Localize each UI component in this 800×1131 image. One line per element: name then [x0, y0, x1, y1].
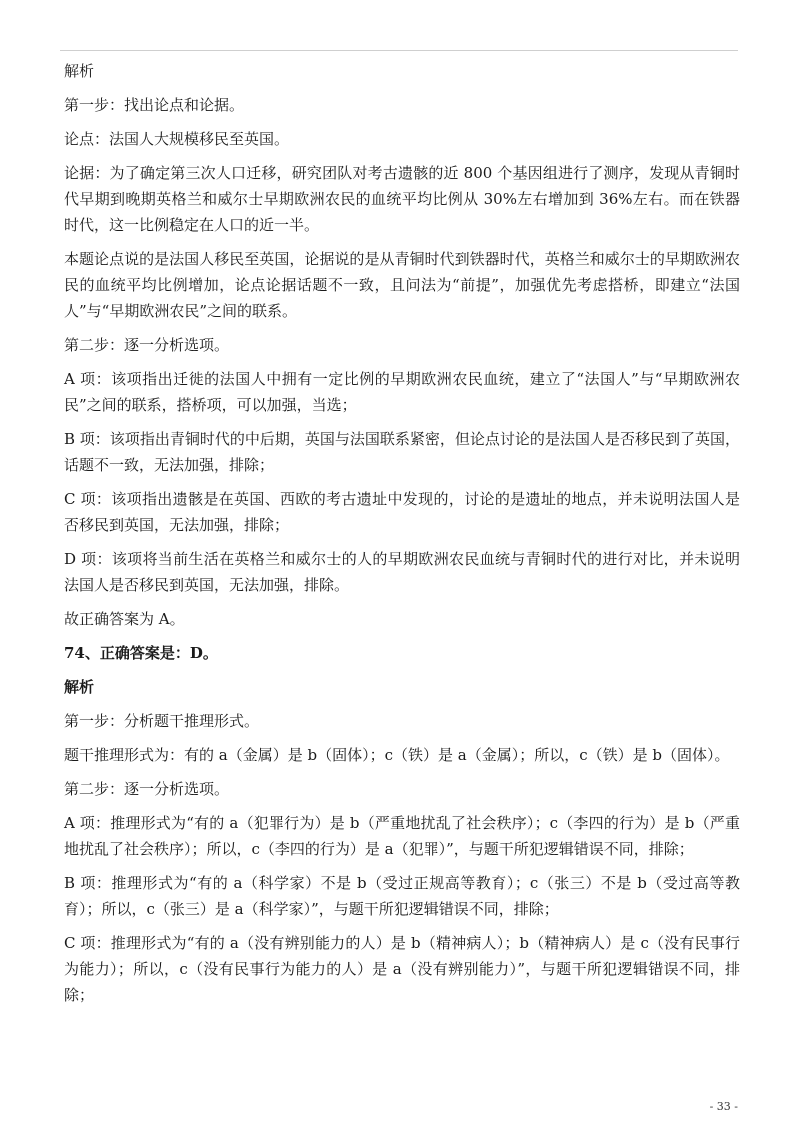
paragraph: 论据：为了确定第三次人口迁移，研究团队对考古遗骸的近 800 个基因组进行了测序，发现从青铜时代早期到晚期英格兰和威尔士早期欧洲农民的血统平均比例从 30%左右增加到 36%左右。而在铁器时代，这一比例稳定在人口的近一半。	[64, 164, 740, 234]
paragraph: 第一步：分析题干推理形式。	[64, 712, 260, 730]
paragraph: 故正确答案为 A。	[64, 610, 185, 628]
section-heading: 74、正确答案是：D。	[64, 644, 218, 662]
paragraph: 解析	[64, 62, 95, 80]
document-body	[64, 58, 740, 1016]
paragraph: 第一步：找出论点和论据。	[64, 96, 245, 114]
paragraph: 第二步：逐一分析选项。	[64, 780, 230, 798]
header-rule	[60, 50, 738, 51]
paragraph: C 项：该项指出遗骸是在英国、西欧的考古遗址中发现的，讨论的是遗址的地点，并未说明法国人是否移民到英国，无法加强，排除；	[64, 490, 740, 534]
paragraph: A 项：该项指出迁徙的法国人中拥有一定比例的早期欧洲农民血统，建立了“法国人”与“早期欧洲农民”之间的联系，搭桥项，可以加强，当选；	[64, 370, 740, 414]
section-heading: 解析	[64, 678, 95, 696]
paragraph: 本题论点说的是法国人移民至英国，论据说的是从青铜时代到铁器时代，英格兰和威尔士的早期欧洲农民的血统平均比例增加，论点论据话题不一致，且问法为“前提”，加强优先考虑搭桥，即建立“法国人”与“早期欧洲农民”之间的联系。	[64, 250, 740, 320]
paragraph: B 项：推理形式为“有的 a（科学家）不是 b（受过正规高等教育）；c（张三）不是 b（受过高等教育）；所以，c（张三）是 a（科学家）”，与题干所犯逻辑错误不同，排除；	[64, 874, 740, 918]
paragraph: 第二步：逐一分析选项。	[64, 336, 230, 354]
page-number: - 33 -	[709, 1100, 738, 1113]
paragraph: C 项：推理形式为“有的 a（没有辨别能力的人）是 b（精神病人）；b（精神病人）是 c（没有民事行为能力）；所以，c（没有民事行为能力的人）是 a（没有辨别能力）”，与题干所犯逻辑错误不同，排除；	[64, 934, 740, 1004]
paragraph: D 项：该项将当前生活在英格兰和威尔士的人的早期欧洲农民血统与青铜时代的进行对比，并未说明法国人是否移民到英国，无法加强，排除。	[64, 550, 740, 594]
paragraph: B 项：该项指出青铜时代的中后期，英国与法国联系紧密，但论点讨论的是法国人是否移民到了英国，话题不一致，无法加强，排除；	[64, 430, 740, 474]
paragraph: 论点：法国人大规模移民至英国。	[64, 130, 290, 148]
paragraph: A 项：推理形式为“有的 a（犯罪行为）是 b（严重地扰乱了社会秩序）；c（李四的行为）是 b（严重地扰乱了社会秩序）；所以，c（李四的行为）是 a（犯罪）”，与题干所犯逻辑错误不同，排除；	[64, 814, 740, 858]
paragraph: 题干推理形式为：有的 a（金属）是 b（固体）；c（铁）是 a（金属）；所以，c（铁）是 b（固体）。	[64, 746, 730, 764]
